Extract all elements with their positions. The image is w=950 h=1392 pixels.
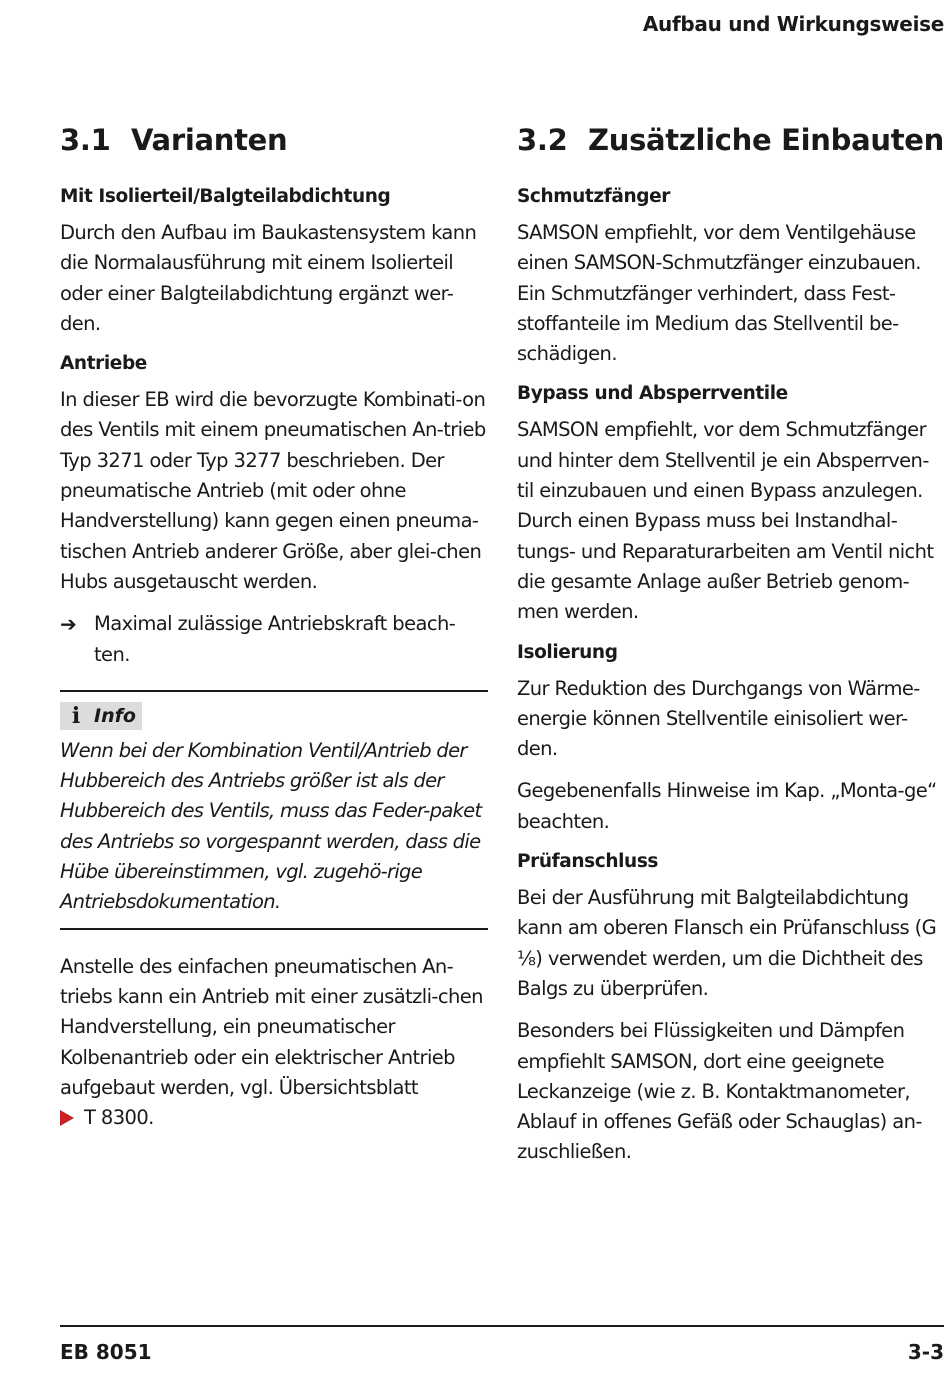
paragraph-schmutzfaenger: SAMSON empfiehlt, vor dem Ventilgehäuse einen SAMSON-Schmutzfänger einzubauen. Ein Schmutzfänger verhindert, dass Fest-stoffanteile im Medium das Stellventil be-schädigen. xyxy=(517,221,921,366)
subheading-pruefanschluss: Prüfanschluss xyxy=(517,851,659,873)
running-header: Aufbau und Wirkungsweise xyxy=(642,12,944,36)
subheading-schmutzfaenger: Schmutzfänger xyxy=(517,186,670,207)
info-text: Wenn bei der Kombination Ventil/Antrieb der Hubbereich des Antriebs größer ist als der Hubbereich des Ventils, muss das Feder-paket des Antriebs so vorgespannt werden, dass die Hübe übereinstimmen, vgl. zugehö-rige Antriebsdokumentation. xyxy=(60,738,482,914)
section-number: 3.1 xyxy=(60,123,111,157)
paragraph-montage-hint: Gegebenenfalls Hinweise im Kap. „Monta-ge“ beachten. xyxy=(517,779,937,833)
info-icon: i xyxy=(71,702,81,729)
reference-link-t8300[interactable] xyxy=(60,1103,488,1133)
subheading-antriebe: Antriebe xyxy=(60,353,147,375)
paragraph-bypass: SAMSON empfiehlt, vor dem Schmutzfänger und hinter dem Stellventil je ein Absperrven-til einzubauen und einen Bypass anzulegen. Durch einen Bypass muss bei Instandhal-tungs- und Reparaturarbeiten am Ventil nicht die gesamte Anlage außer Betrieb genom-men werden. xyxy=(517,418,934,624)
section-number: 3.2 xyxy=(517,123,568,157)
right-column xyxy=(517,118,945,1180)
info-badge xyxy=(60,702,142,730)
paragraph-isolierteil: Durch den Aufbau im Baukastensystem kann die Normalausführung mit einem Isolierteil oder einer Balgteilabdichtung ergänzt wer-den. xyxy=(60,221,477,335)
paragraph-alternative-drives: Anstelle des einfachen pneumatischen An-triebs kann ein Antrieb mit einer zusätzli-chen Handverstellung, ein pneumatischer Kolbenantrieb oder ein elektrischer Antrieb aufgebaut werden, vgl. Übersichtsblatt xyxy=(60,954,483,1099)
paragraph-antriebe: In dieser EB wird die bevorzugte Kombinati-on des Ventils mit einem pneumatischen An-trieb Typ 3271 oder Typ 3277 beschrieben. Der pneumatische Antrieb (mit oder ohne Handverstellung) kann gegen einen pneuma-tischen Antrieb anderer Größe, aber glei-chen Hubs ausgetauscht werden. xyxy=(60,388,486,593)
subheading-bypass: Bypass und Absperrventile xyxy=(517,383,788,405)
section-title: Zusätzliche Einbauten xyxy=(588,123,944,157)
arrow-right-icon: ➔ xyxy=(60,612,77,637)
instruction-text: Maximal zulässige Antriebskraft beach-ten. xyxy=(94,612,456,666)
reference-text: T 8300. xyxy=(84,1106,154,1130)
paragraph-isolierung: Zur Reduktion des Durchgangs von Wärme-energie können Stellventile einisoliert wer-den. xyxy=(517,676,920,761)
section-title: Varianten xyxy=(131,123,288,157)
triangle-right-icon xyxy=(60,1110,74,1126)
footer-page-number: 3-3 xyxy=(907,1340,944,1364)
section-heading-varianten xyxy=(60,118,488,162)
footer-divider xyxy=(60,1325,944,1327)
paragraph-pruefanschluss: Bei der Ausführung mit Balgteilabdichtung kann am oberen Flansch ein Prüfanschluss (G ⅛) verwendet werden, um die Dichtheit des Balgs zu überprüfen. xyxy=(517,886,937,1000)
paragraph-leckanzeige: Besonders bei Flüssigkeiten und Dämpfen empfiehlt SAMSON, dort eine geeignete Leckanzeige (wie z. B. Kontaktmanometer, Ablauf in offenes Gefäß oder Schauglas) an-zuschließen. xyxy=(517,1019,922,1164)
info-box xyxy=(60,690,488,930)
footer-doc-id: EB 8051 xyxy=(60,1340,152,1364)
info-label: Info xyxy=(94,704,136,727)
subheading-isolierung: Isolierung xyxy=(517,641,618,663)
left-column xyxy=(60,118,488,1133)
subheading-isolierteil: Mit Isolierteil/Balgteilabdichtung xyxy=(60,186,391,207)
section-heading-einbauten xyxy=(517,118,945,162)
instruction-item xyxy=(60,609,488,670)
